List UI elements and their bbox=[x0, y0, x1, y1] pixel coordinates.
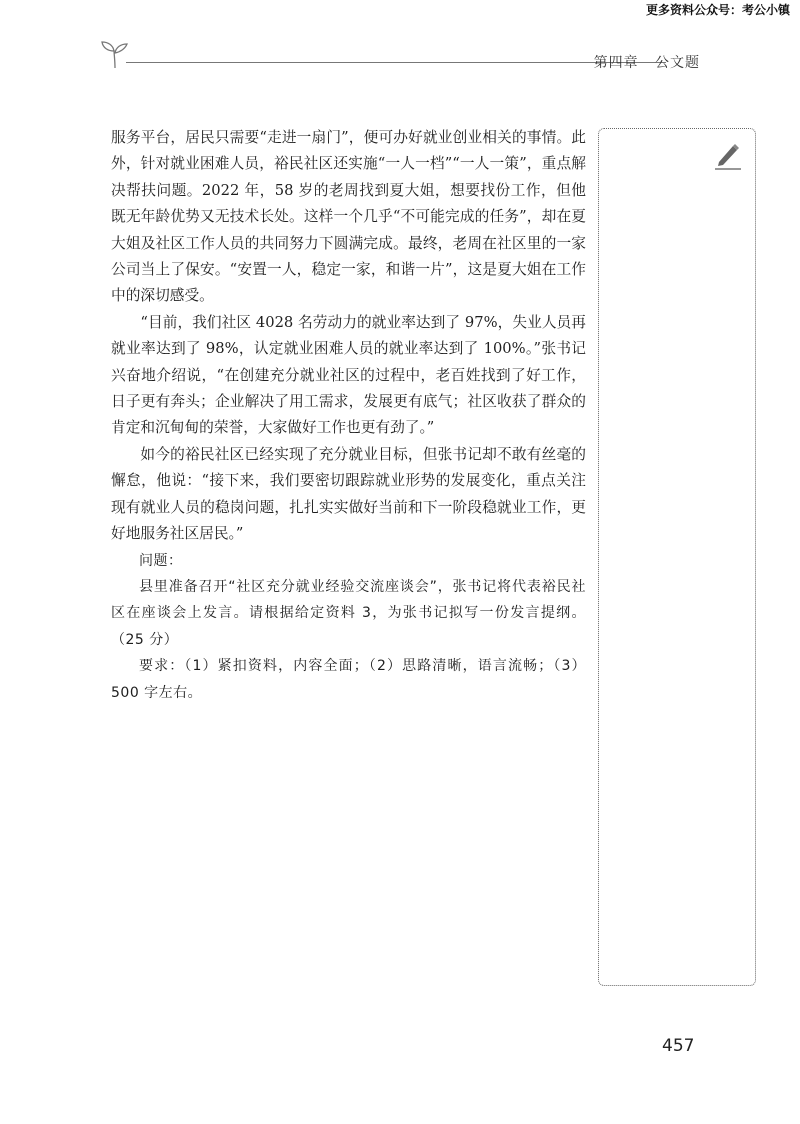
page-number: 457 bbox=[662, 1036, 695, 1056]
question-text: 县里准备召开“社区充分就业经验交流座谈会”，张书记将代表裕民社区在座谈会上发言。请根据给定资料 3，为张书记拟写一份发言提纲。（25 分） bbox=[111, 578, 586, 648]
page-header bbox=[100, 38, 700, 78]
paragraph: 服务平台，居民只需要“走进一扇门”，便可办好就业创业相关的事情。此外，针对就业困难人员，裕民社区还实施“一人一档”“一人一策”，重点解决帮扶问题。2022 年，58 岁的老周找到夏大姐，想要找份工作，但他既无年龄优势又无技术长处。这样一个几乎“不可能完成的任务”，却在夏大姐及社区工作人员的共同努力下圆满完成。最终，老周在社区里的一家公司当上了保安。“安置一人，稳定一家，和谐一片”，这是夏大姐在工作中的深切感受。 bbox=[111, 129, 586, 305]
notes-box bbox=[598, 128, 756, 986]
chapter-title: 第四章 公文题 bbox=[593, 55, 700, 71]
pencil-icon bbox=[713, 141, 743, 171]
question-label: 问题： bbox=[139, 552, 183, 569]
header-rule bbox=[126, 62, 666, 63]
question-requirements: 要求：（1）紧扣资料，内容全面；（2）思路清晰，语言流畅；（3）500 字左右。 bbox=[111, 658, 586, 701]
watermark: 更多资料公众号：考公小镇 bbox=[642, 0, 794, 20]
paragraph: 如今的裕民社区已经实现了充分就业目标，但张书记却不敢有丝毫的懈怠，他说：“接下来，我们要密切跟踪就业形势的发展变化，重点关注现有就业人员的稳岗问题，扎扎实实做好当前和下一阶段稳就业工作，更好地服务社区居民。” bbox=[111, 445, 586, 543]
sprout-icon bbox=[100, 38, 130, 70]
paragraph: “目前，我们社区 4028 名劳动力的就业率达到了 97%，失业人员再就业率达到了 98%，认定就业困难人员的就业率达到了 100%。”张书记兴奋地介绍说，“在创建充分就业社区的过程中，老百姓找到了好工作，日子更有奔头；企业解决了用工需求，发展更有底气；社区收获了群众的肯定和沉甸甸的荣誉，大家做好工作也更有劲了。” bbox=[111, 313, 586, 437]
main-text bbox=[111, 125, 586, 706]
